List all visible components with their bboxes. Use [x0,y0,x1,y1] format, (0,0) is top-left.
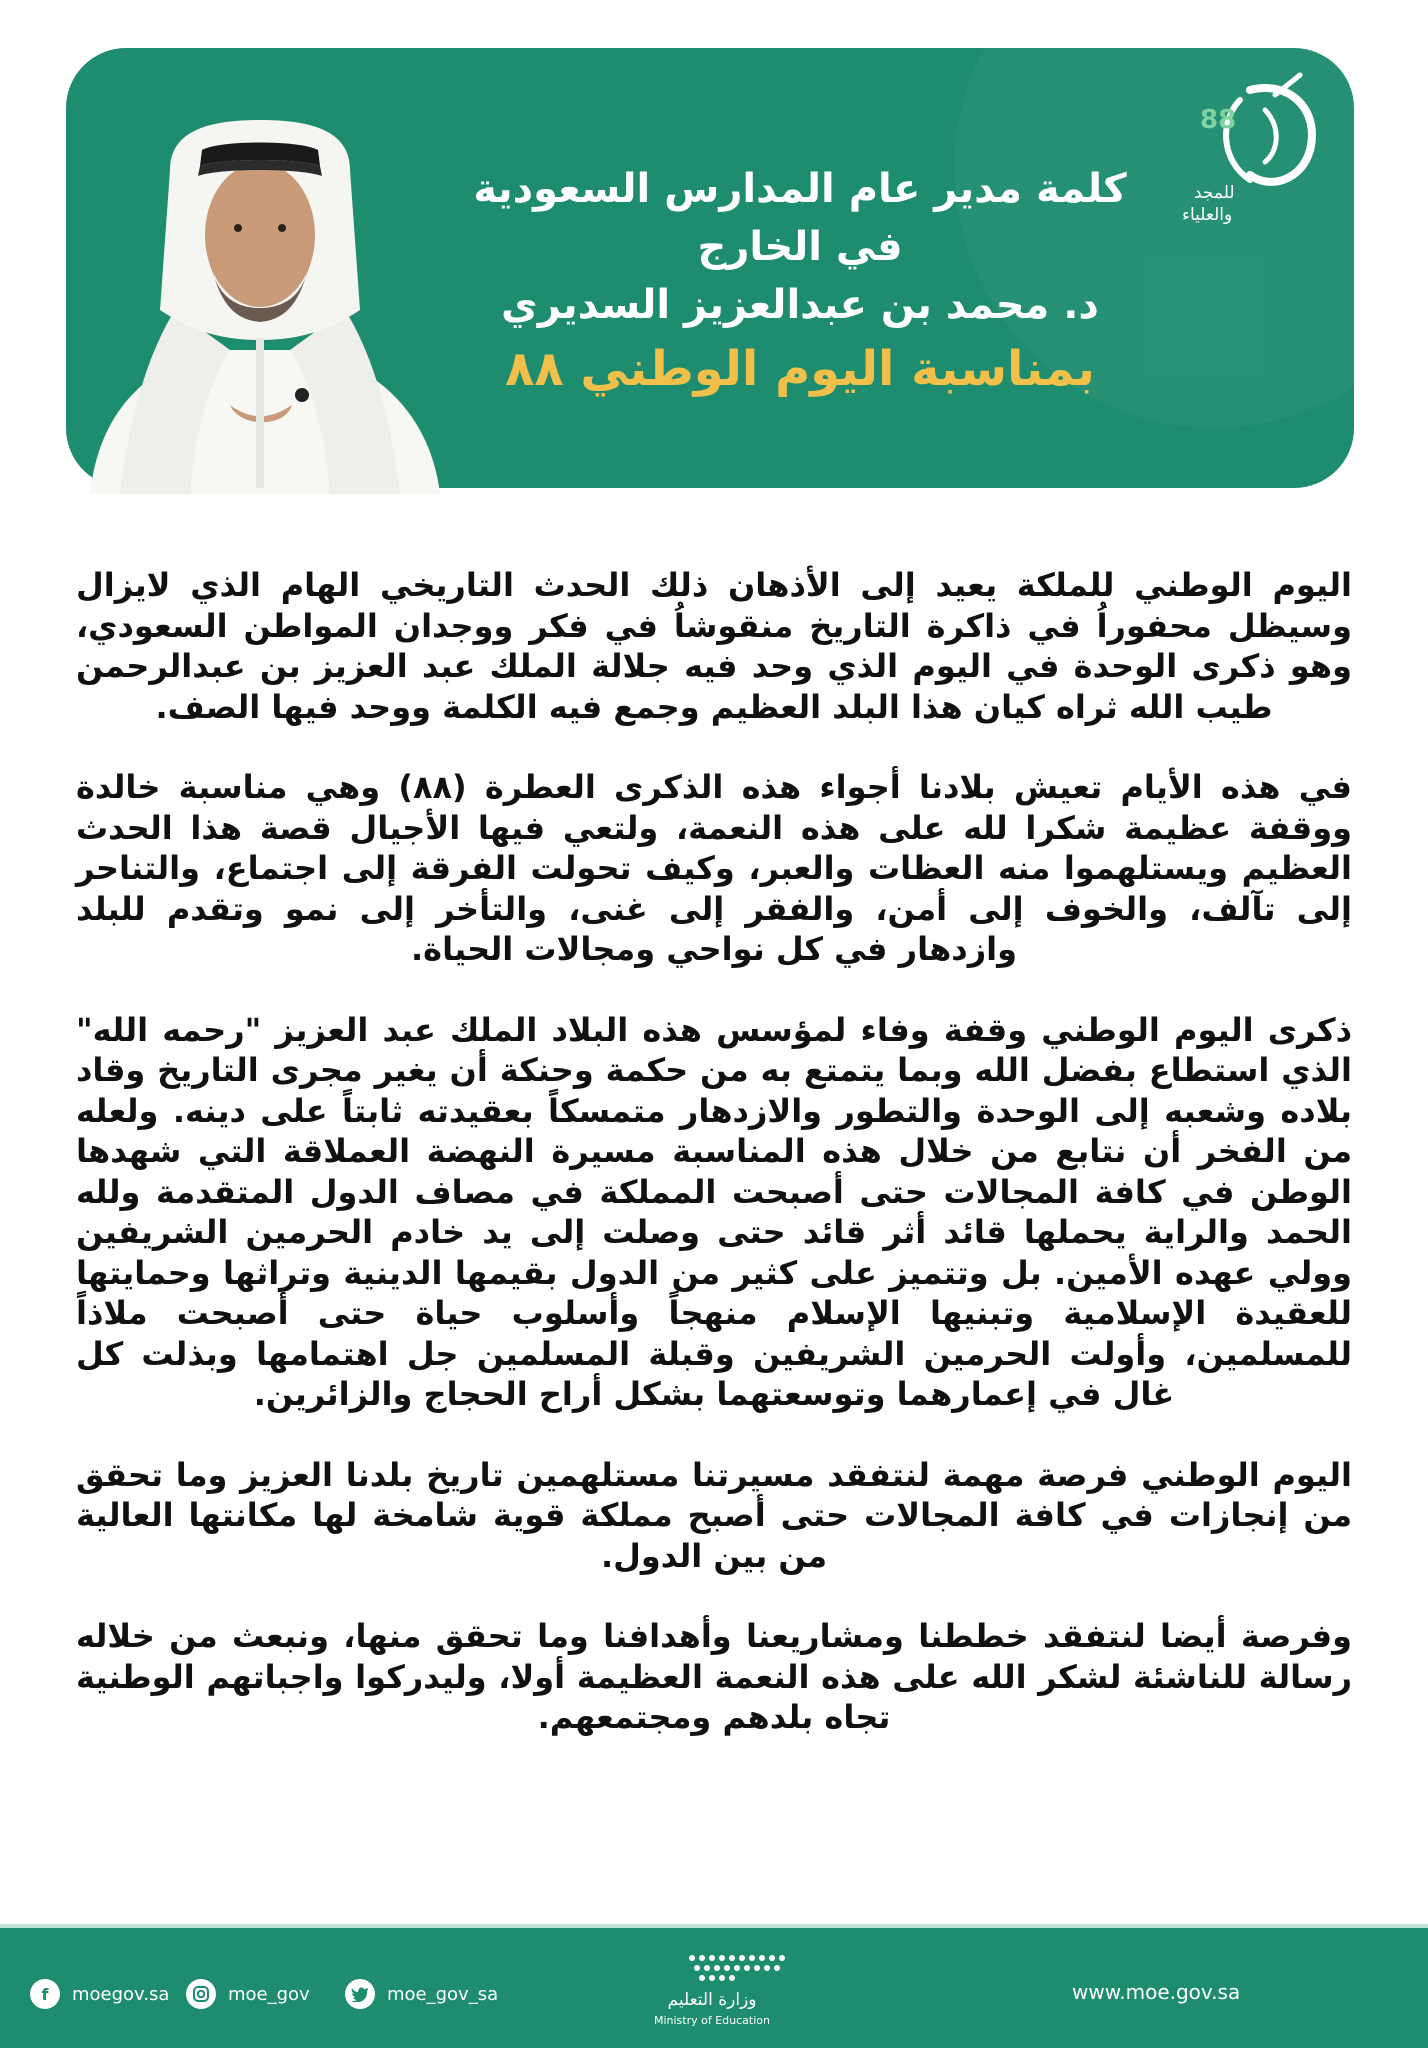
speech-paragraph-4: اليوم الوطني فرصة مهمة لنتفقد مسيرتنا مستلهمين تاريخ بلدنا العزيز وما تحقق من إنجازات في كافة المجالات حتى أصبح مملكة قوية شامخة لها مكانتها العالية من بين الدول. [76,1455,1352,1575]
logo-caption-1: للمجد [1194,183,1235,203]
website-link[interactable]: www.moe.gov.sa [1072,1980,1241,2004]
speaker-portrait [70,110,450,494]
national-day-emblem-icon [1180,70,1330,200]
twitter-link[interactable] [345,1978,498,2010]
facebook-handle: moegov.sa [72,1983,170,2005]
speech-body [76,565,1352,1778]
title-line-3: د. محمد بن عبدالعزيز السديري [501,282,1099,328]
twitter-icon [345,1979,375,2009]
header-title [420,160,1180,404]
facebook-link[interactable] [30,1978,169,2010]
title-highlight-line: بمناسبة اليوم الوطني ٨٨ [505,341,1095,397]
title-line-2: في الخارج [697,224,903,270]
ministry-logo [612,1948,812,2028]
ministry-name-en: Ministry of Education [653,2014,770,2027]
title-line-1: كلمة مدير عام المدارس السعودية [473,166,1127,212]
instagram-link[interactable] [186,1978,310,2010]
speech-paragraph-5: وفرصة أيضا لنتفقد خططنا ومشاريعنا وأهدافنا وما تحقق منها، ونبعث من خلاله رسالة للناشئة لشكر الله على هذه النعمة العظيمة أولا، وليدركوا واجباتهم الوطنية تجاه بلدهم ومجتمعهم. [76,1617,1352,1736]
logo-caption-2: والعلياء [1182,205,1233,225]
speech-paragraph-1: اليوم الوطني للملكة يعيد إلى الأذهان ذلك الحدث التاريخي الهام الذي لايزال وسيظل محفوراُ في ذاكرة التاريخ منقوشاُ في فكر ووجدان المواطن السعودي، وهو ذكرى الوحدة في اليوم الذي وحد فيه جلالة الملك عبد العزيز بن عبدالرحمن طيب الله ثراه كيان هذا البلد العظيم وجمع فيه الكلمة ووحد فيها الصف. [76,566,1352,726]
speech-paragraph-2: في هذه الأيام تعيش بلادنا أجواء هذه الذكرى العطرة (٨٨) وهي مناسبة خالدة ووقفة عظيمة شكرا لله على هذه النعمة، ولتعي فيها الأجيال قصة هذا الحدث العظيم ويستلهموا منه العظات والعبر، وكيف تحولت الفرقة إلى اجتماع، والتناحر إلى تآلف، والخوف إلى أمن، والفقر إلى غنى، والتأخر إلى نمو وتقدم للبلد وازدهار في كل نواحي ومجالات الحياة. [76,768,1353,968]
national-day-logo [1180,70,1330,240]
ministry-name-ar: وزارة التعليم [667,1990,757,2010]
facebook-icon: f [30,1979,60,2009]
speech-paragraph-3: ذكرى اليوم الوطني وقفة وفاء لمؤسس هذه البلاد الملك عبد العزيز "رحمه الله" الذي استطاع بفضل الله وبما يتمتع به من حكمة وحنكة أن يغير مجرى التاريخ وقاد بلاده وشعبه إلى الوحدة والتطور والازدهار متمسكاً بعقيدته ثابتاً على دينه. ولعله من الفخر أن نتابع من خلال هذه المناسبة مسيرة النهضة العملاقة التي شهدها الوطن في كافة المجالات حتى أصبحت المملكة في مصاف الدول المتقدمة ولله الحمد والراية يحملها قائد أثر قائد حتى وصلت إلى يد خادم الحرمين الشريفين وولي عهده الأمين. بل وتتميز على كثير من الدول بقيمها الدينية وتراثها وحمايتها للعقيدة الإسلامية وتبنيها الإسلام منهجاً وأسلوب حياة حتى أصبحت ملاذاً للمسلمين، وأولت الحرمين الشريفين وقبلة المسلمين جل اهتمامها وبذلت كل غال في إعمارهما وتوسعتهما بشكل أراح الحجاج والزائرين. [76,1010,1352,1413]
instagram-handle: moe_gov [228,1983,310,2005]
ministry-logo-icon [682,1948,812,1988]
instagram-icon [186,1979,216,2009]
svg-text:88: 88 [1200,105,1237,135]
twitter-handle: moe_gov_sa [387,1983,499,2005]
